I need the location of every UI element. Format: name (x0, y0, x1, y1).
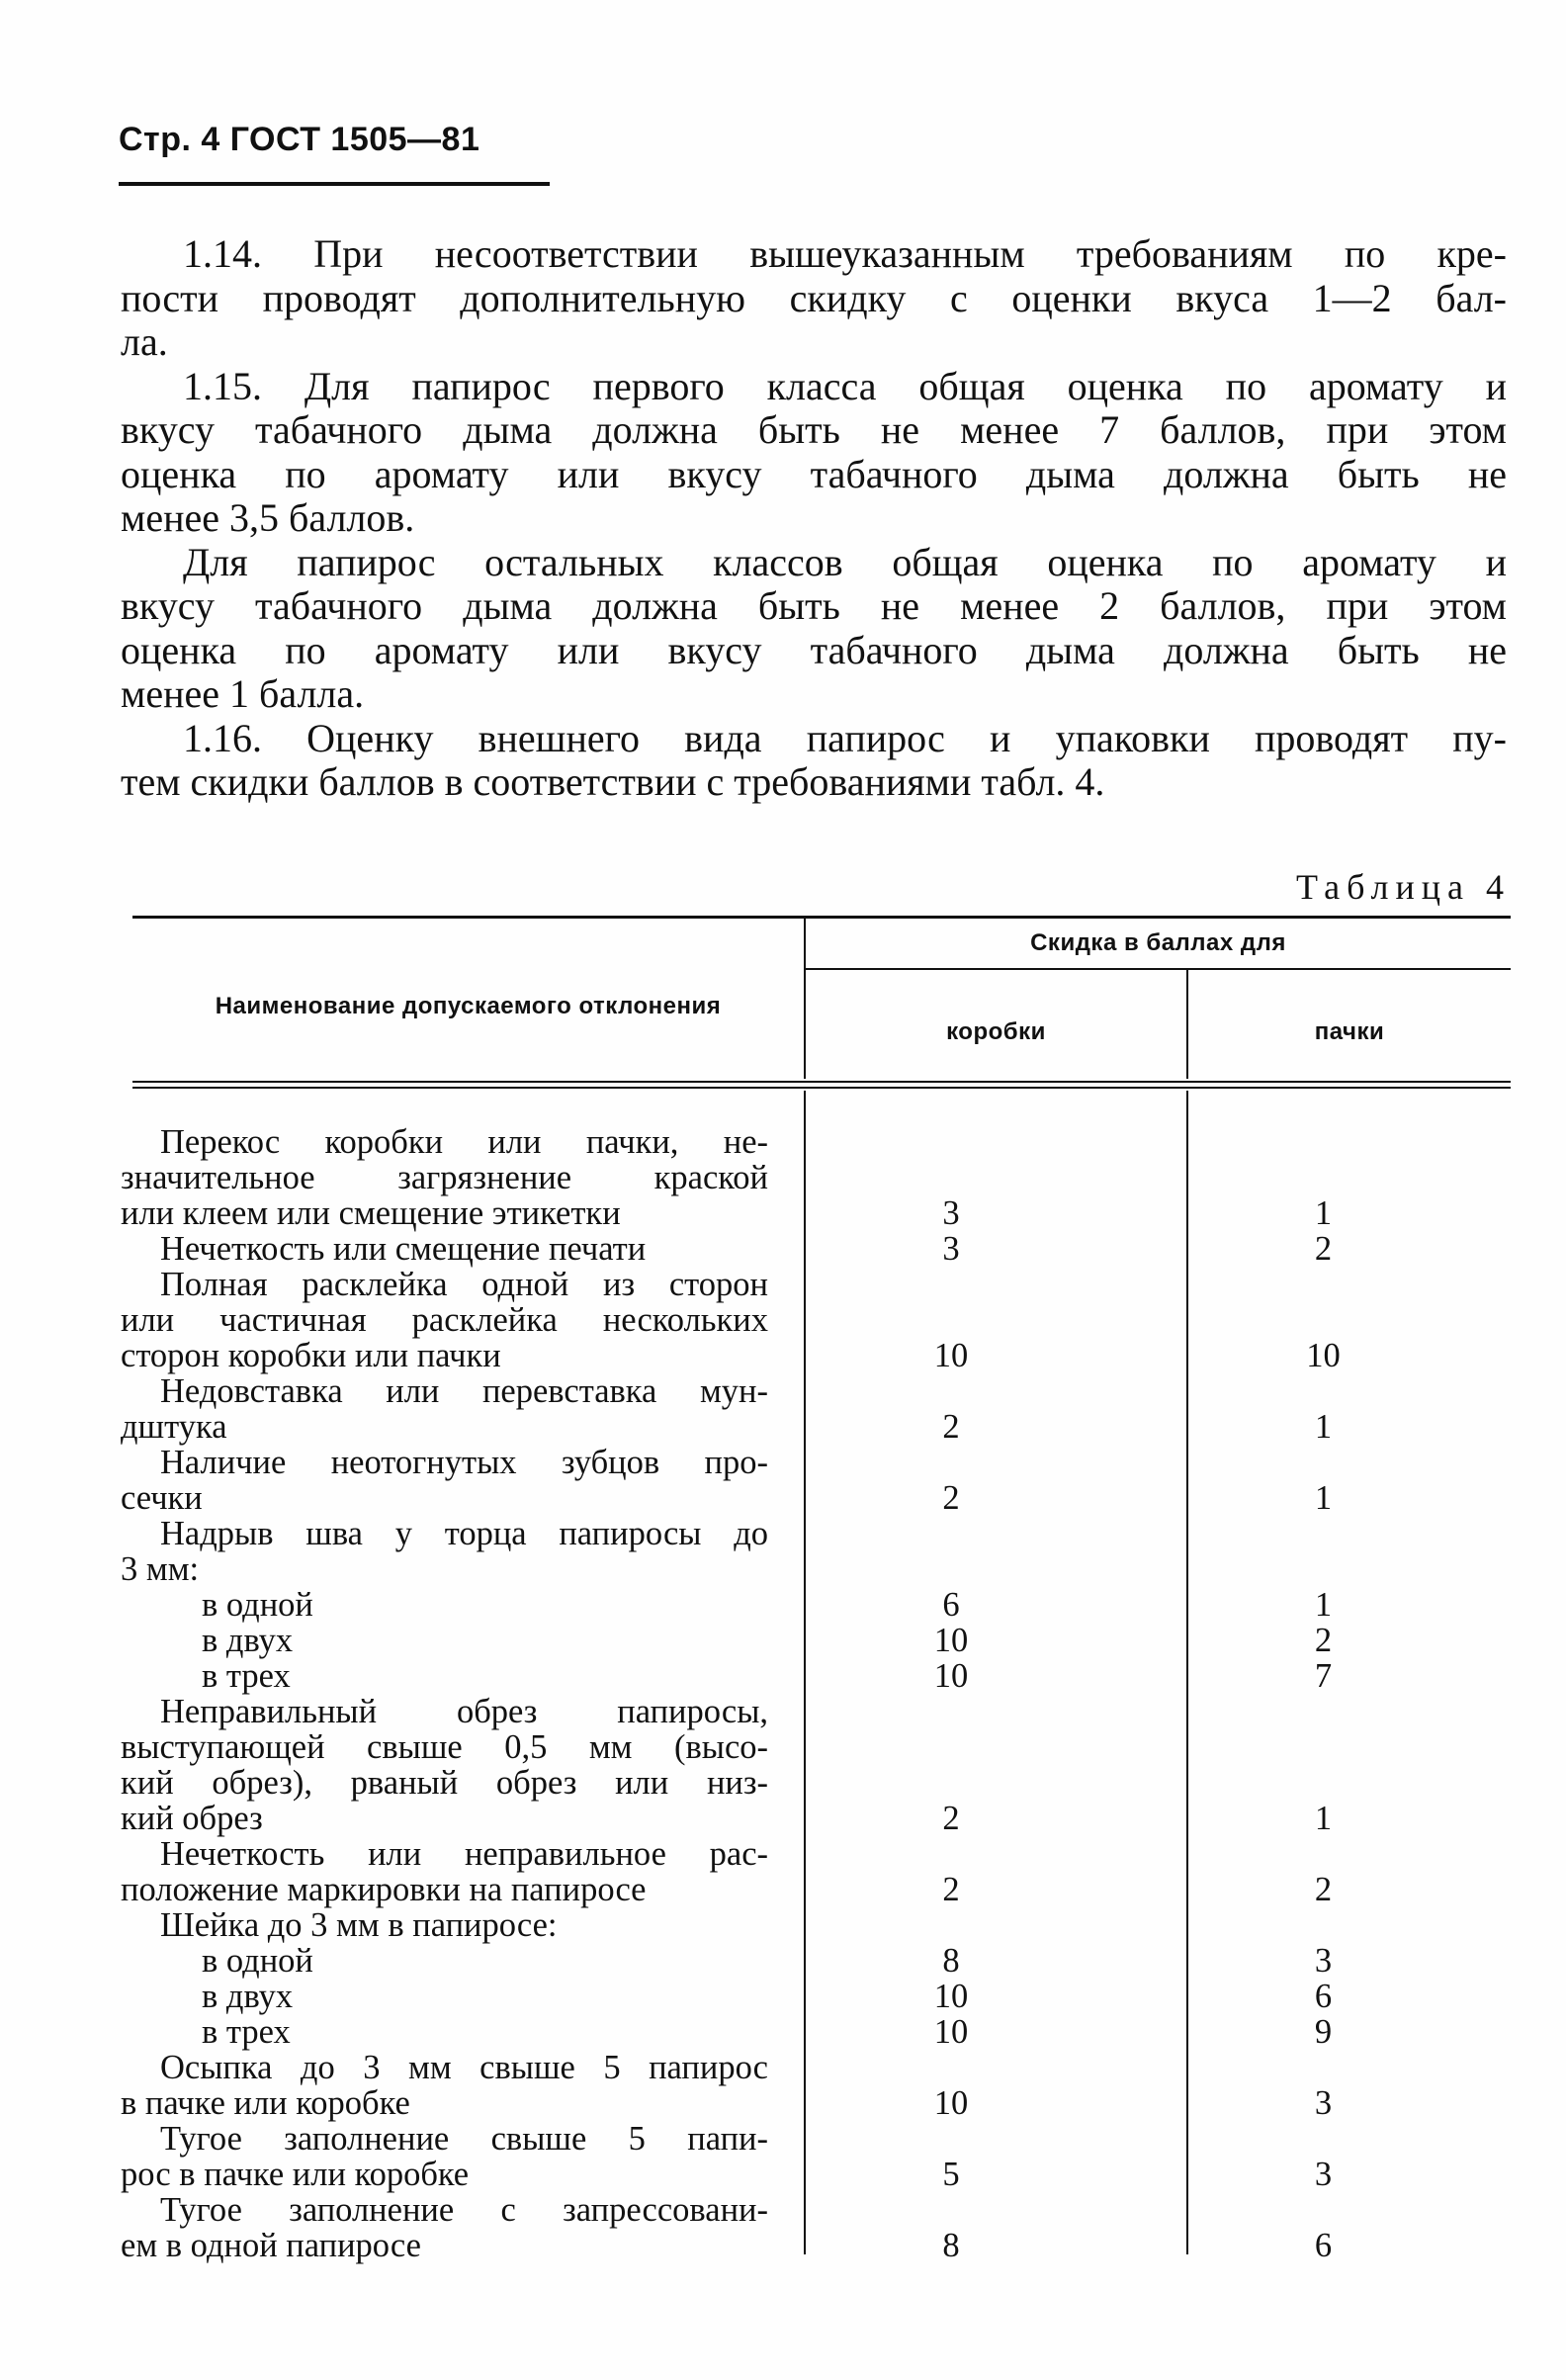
text-line: менее 1 балла. (121, 671, 365, 716)
pack-deduction: 3 (1314, 2156, 1333, 2193)
deviation-name (121, 1907, 768, 1943)
paragraph-1-15: 1.15. Для папирос первого класса общая оценка по аромату и (183, 363, 1507, 408)
pack-deduction: 10 (1306, 1337, 1341, 1374)
table-caption: Таблица 4 (1296, 867, 1511, 907)
deviation-line: Тугое заполнение свыше 5 папи- (160, 2120, 768, 2158)
text-line: 1.14. При несоответствии вышеуказанным требованиям по кре- (183, 231, 1507, 276)
box-deduction: 8 (942, 1942, 960, 1980)
pack-deduction: 3 (1314, 1942, 1333, 1980)
box-deduction: 2 (942, 1479, 960, 1517)
pack-deduction: 1 (1314, 1479, 1333, 1517)
deviation-line: выступающей свыше 0,5 мм (высо- (121, 1728, 768, 1766)
text-line: тем скидки баллов в соответствии с требованиями табл. 4. (121, 759, 1105, 804)
box-deduction: 10 (933, 2013, 969, 2051)
header-rule (119, 182, 550, 186)
pack-deduction: 6 (1314, 2227, 1333, 2264)
deviation-name (121, 1623, 768, 1658)
pack-deduction: 2 (1314, 1871, 1333, 1908)
deviation-line: сторон коробки или пачки (121, 1337, 501, 1374)
deviation-name (121, 2192, 768, 2263)
table-row (121, 1231, 1513, 1267)
table-row (121, 1907, 1513, 1943)
deviation-subitem: в трех (202, 2013, 291, 2051)
deviation-name (121, 1516, 768, 1587)
deviation-line: или клеем или смещение этикетки (121, 1194, 621, 1232)
box-deduction: 10 (933, 1337, 969, 1374)
deviation-name (121, 2014, 768, 2050)
paragraph-1-14 (121, 232, 1507, 277)
table-row (121, 2050, 1513, 2121)
table-row (121, 1694, 1513, 1836)
pack-deduction: 9 (1314, 2013, 1333, 2051)
table-row (121, 2192, 1513, 2263)
group-header-rule (806, 968, 1511, 970)
text-line: вкусу табачного дыма должна быть не менее 7 баллов, при этом (121, 407, 1507, 452)
text-line: оценка по аромату или вкусу табачного дыма должна быть не (121, 627, 1507, 672)
table-row (121, 1124, 1513, 1231)
col-header-name: Наименование допускаемого отклонения (215, 993, 722, 1019)
deviation-line: Тугое заполнение с запрессовани- (160, 2191, 768, 2229)
box-deduction: 2 (942, 1408, 960, 1446)
deviation-line: Надрыв шва у торца папиросы до (160, 1515, 768, 1552)
table-row (121, 1516, 1513, 1587)
deviation-line: кий обрез), рваный обрез или низ- (121, 1764, 768, 1802)
col-header-box: коробки (946, 1018, 1046, 1045)
deviation-name (121, 1445, 768, 1516)
header-bottom-rule-2 (132, 1087, 1511, 1089)
deviation-name (121, 2050, 768, 2121)
col-header-group: Скидка в баллах для (1030, 929, 1286, 956)
table-top-rule (132, 916, 1511, 919)
box-deduction: 6 (942, 1586, 960, 1624)
deviation-line: Перекос коробки или пачки, не- (160, 1123, 768, 1161)
deviation-name (121, 1231, 768, 1267)
box-deduction: 10 (933, 1622, 969, 1659)
deviation-subitem: в одной (202, 1586, 313, 1624)
deviation-name (121, 1267, 768, 1373)
deviation-subitem: в одной (202, 1942, 313, 1980)
paragraph-other-classes: Для папирос остальных классов общая оценка по аромату и (183, 539, 1507, 584)
pack-deduction: 1 (1314, 1800, 1333, 1837)
text-line: ла. (121, 319, 168, 364)
table-row (121, 1943, 1513, 1979)
deviation-line: Неправильный обрез папиросы, (160, 1693, 768, 1730)
deviation-line: Полная расклейка одной из сторон (160, 1266, 768, 1303)
deviation-line: в пачке или коробке (121, 2084, 410, 2122)
box-deduction: 10 (933, 1657, 969, 1695)
deviation-name (121, 1694, 768, 1836)
deviation-subitem: в двух (202, 1978, 294, 2015)
page-header: Стр. 4 ГОСТ 1505—81 (119, 121, 480, 158)
box-deduction: 3 (942, 1194, 960, 1232)
box-deduction: 3 (942, 1230, 960, 1268)
header-bottom-rule-1 (132, 1081, 1511, 1083)
text-line: пости проводят дополнительную скидку с оценки вкуса 1—2 бал- (121, 275, 1507, 320)
deviation-subitem: в трех (202, 1657, 291, 1695)
box-deduction: 10 (933, 1978, 969, 2015)
text-line: оценка по аромату или вкусу табачного дыма должна быть не (121, 451, 1507, 496)
deviation-name (121, 1658, 768, 1694)
deviation-name (121, 1836, 768, 1907)
deviation-line: Наличие неотогнутых зубцов про- (160, 1444, 768, 1481)
box-deduction: 8 (942, 2227, 960, 2264)
table-body (121, 1124, 1513, 2263)
text-line: менее 3,5 баллов. (121, 495, 415, 540)
deviation-line: или частичная расклейка нескольких (121, 1301, 768, 1339)
pack-deduction: 3 (1314, 2084, 1333, 2122)
table-row (121, 2121, 1513, 2192)
pack-deduction: 1 (1314, 1194, 1333, 1232)
pack-deduction: 1 (1314, 1586, 1333, 1624)
table-row (121, 1623, 1513, 1658)
pack-deduction: 2 (1314, 1622, 1333, 1659)
deviation-name (121, 1373, 768, 1445)
pack-deduction: 7 (1314, 1657, 1333, 1695)
deviation-subitem: в двух (202, 1622, 294, 1659)
table-row (121, 2014, 1513, 2050)
deviation-line: кий обрез (121, 1800, 263, 1837)
deviation-line: Шейка до 3 мм в папиросе: (160, 1906, 558, 1944)
pack-deduction: 6 (1314, 1978, 1333, 2015)
table-row (121, 1836, 1513, 1907)
table-row (121, 1979, 1513, 2014)
table-row (121, 1445, 1513, 1516)
deviation-line: сечки (121, 1479, 203, 1517)
deviation-line: ем в одной папиросе (121, 2227, 421, 2264)
table-row (121, 1658, 1513, 1694)
box-deduction: 5 (942, 2156, 960, 2193)
deviation-line: Недовставка или перевставка мун- (160, 1372, 768, 1410)
col-header-pack: пачки (1314, 1018, 1385, 1045)
deviation-line: Осыпка до 3 мм свыше 5 папирос (160, 2049, 768, 2086)
deviation-name (121, 1587, 768, 1623)
table-row (121, 1587, 1513, 1623)
box-deduction: 2 (942, 1800, 960, 1837)
deviation-name (121, 1943, 768, 1979)
box-deduction: 10 (933, 2084, 969, 2122)
text-line: вкусу табачного дыма должна быть не менее 2 баллов, при этом (121, 583, 1507, 628)
deviation-line: рос в пачке или коробке (121, 2156, 470, 2193)
deviation-name (121, 1979, 768, 2014)
body-text (121, 232, 1507, 805)
deviation-name (121, 1124, 768, 1231)
deviation-line: положение маркировки на папиросе (121, 1871, 647, 1908)
table-row (121, 1373, 1513, 1445)
deviation-line: 3 мм: (121, 1550, 200, 1588)
box-deduction: 2 (942, 1871, 960, 1908)
paragraph-1-16: 1.16. Оценку внешнего вида папирос и упаковки проводят пу- (183, 715, 1507, 760)
deviation-line: значительное загрязнение краской (121, 1159, 768, 1196)
deviation-name (121, 2121, 768, 2192)
pack-deduction: 2 (1314, 1230, 1333, 1268)
deviation-line: дштука (121, 1408, 227, 1446)
deviation-line: Нечеткость или неправильное рас- (160, 1835, 768, 1873)
pack-deduction: 1 (1314, 1408, 1333, 1446)
table-row (121, 1267, 1513, 1373)
deviation-line: Нечеткость или смещение печати (160, 1230, 647, 1268)
